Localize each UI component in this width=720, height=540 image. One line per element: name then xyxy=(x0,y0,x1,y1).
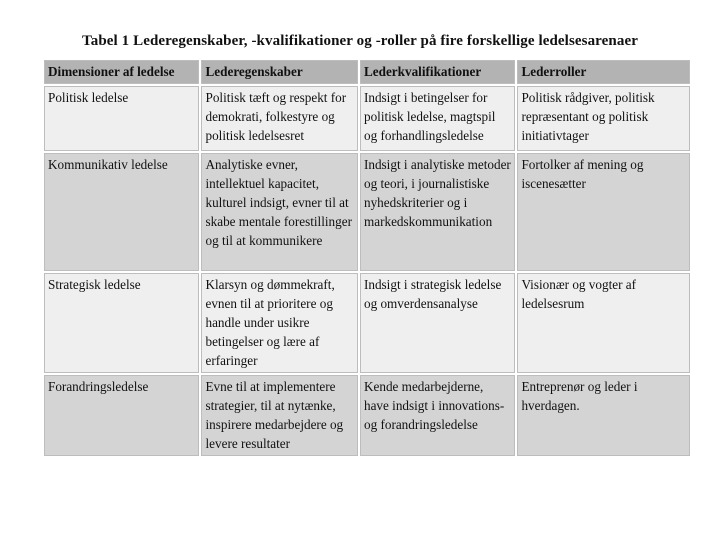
cell-roller: Visionær og vogter af ledelsesrum xyxy=(517,273,690,373)
table-row xyxy=(44,86,690,151)
cell-kvalifikationer: Indsigt i betingelser for politisk ledelse, magtspil og forhandlingsledelse xyxy=(360,86,515,151)
header-lederegenskaber: Lederegenskaber xyxy=(201,60,357,84)
cell-dimension: Strategisk ledelse xyxy=(44,273,199,373)
cell-kvalifikationer: Kende medarbejderne, have indsigt i innovations- og forandringsledelse xyxy=(360,375,515,456)
table-row xyxy=(44,153,690,271)
table-caption: Tabel 1 Lederegenskaber, -kvalifikationer og -roller på fire forskellige ledelsesarenaer xyxy=(82,33,638,49)
cell-egenskaber: Klarsyn og dømmekraft, evnen til at prioritere og handle under usikre betingelser og lære af erfaringer xyxy=(201,273,357,373)
header-dimensioner: Dimensioner af ledelse xyxy=(44,60,199,84)
leadership-table xyxy=(42,58,692,458)
table-row xyxy=(44,273,690,373)
cell-dimension: Forandringsledelse xyxy=(44,375,199,456)
cell-dimension: Kommunikativ ledelse xyxy=(44,153,199,271)
header-lederroller: Lederroller xyxy=(517,60,690,84)
cell-kvalifikationer: Indsigt i strategisk ledelse og omverdensanalyse xyxy=(360,273,515,373)
cell-egenskaber: Evne til at implementere strategier, til at nytænke, inspirere medarbejdere og levere resultater xyxy=(201,375,357,456)
header-lederkvalifikationer: Lederkvalifikationer xyxy=(360,60,515,84)
cell-dimension: Politisk ledelse xyxy=(44,86,199,151)
cell-egenskaber: Politisk tæft og respekt for demokrati, folkestyre og politisk ledelsesret xyxy=(201,86,357,151)
cell-roller: Entreprenør og leder i hverdagen. xyxy=(517,375,690,456)
cell-roller: Fortolker af mening og iscenesætter xyxy=(517,153,690,271)
cell-egenskaber: Analytiske evner, intellektuel kapacitet, kulturel indsigt, evner til at skabe mentale forestillinger og til at kommunikere xyxy=(201,153,357,271)
cell-kvalifikationer: Indsigt i analytiske metoder og teori, i journalistiske nyhedskriterier og i markedskommunikation xyxy=(360,153,515,271)
cell-roller: Politisk rådgiver, politisk repræsentant og politisk initiativtager xyxy=(517,86,690,151)
table-header-row xyxy=(44,60,690,84)
table-row xyxy=(44,375,690,456)
